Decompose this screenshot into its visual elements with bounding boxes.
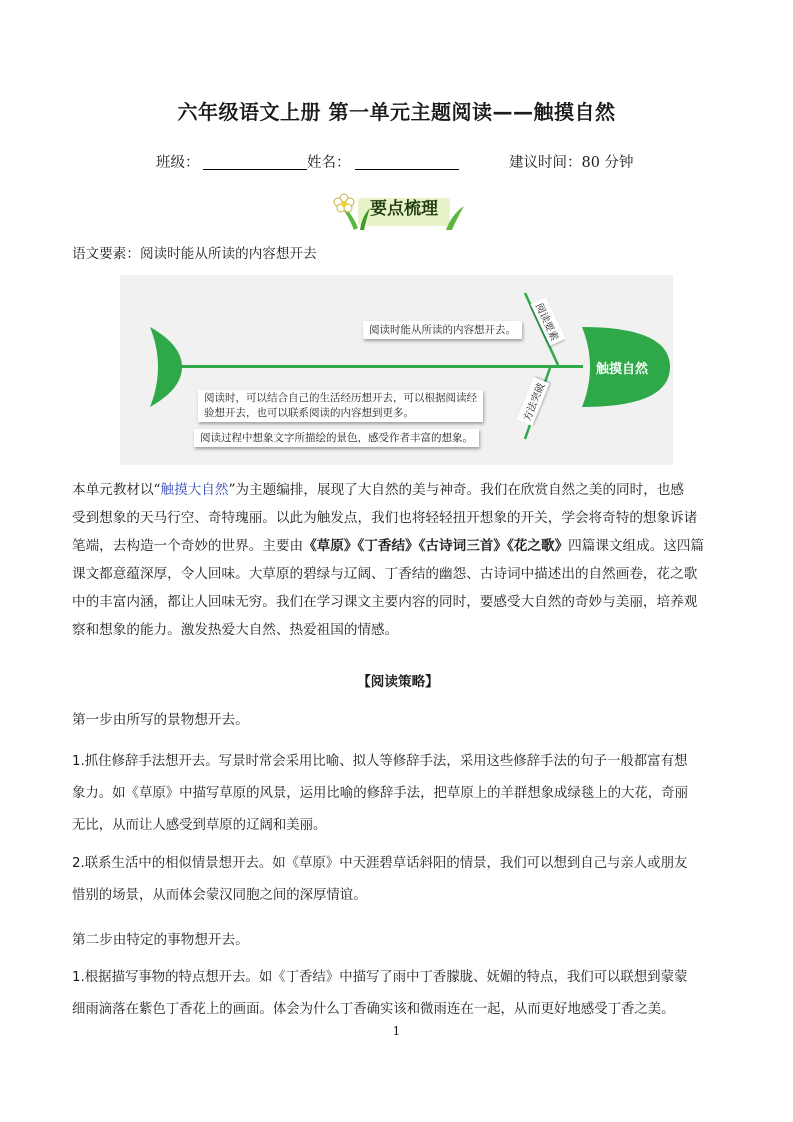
item-3: 1.根据描写事物的特点想开去。如《丁香结》中描写了雨中丁香朦胧、妩媚的特点，我们可以联想到蒙蒙 细雨滴落在紫色丁香花上的画面。体会为什么丁香确实该和微雨连在一起，从而更好地感受丁香之美。 [72,970,688,1017]
class-label: 班级： [156,155,200,171]
name-blank[interactable] [355,169,459,170]
time-label: 建议时间：80 分钟 [509,155,634,171]
page-number: 1 [392,1024,401,1038]
element-line: 语文要素：阅读时能从所读的内容想开去 [72,246,317,262]
name-label: 姓名： [307,155,351,171]
topic-link[interactable]: 触摸大自然 [160,482,229,498]
step-1: 第一步由所写的景物想开去。 [72,712,249,728]
badge-label: 要点梳理 [370,199,438,219]
top-box: 阅读时能从所读的内容想开去。 [363,321,522,339]
fishbone-diagram [120,275,673,465]
key-points-badge [328,190,466,232]
intro-paragraph: 本单元教材以“触摸大自然”为主题编排，展现了大自然的美与神奇。我们在欣赏自然之美的同时，也感 受到想象的天马行空、奇特瑰丽。以此为触发点，我们也将轻轻扭开想象的开关，学会将奇特的想象诉诸 笔端，去构造一个奇妙的世界。主要由《草原》《丁香结》《古诗词三首》《花之歌》四篇课文组成。这四篇 课文都意蕴深厚，令人回味。大草原的碧绿与辽阔、丁香结的幽怨、古诗词中描述出的自然画卷，花之歌 中的丰富内涵，都让人回味无穷。我们在学习课文主要内容的同时，要感受大自然的奇妙与美丽，培养观 察和想象的能力。激发热爱大自然、热爱祖国的情感。 [72,482,705,638]
bottom-branch-label: 方法突破 [517,377,550,426]
item-1: 1.抓住修辞手法想开去。写景时常会采用比喻、拟人等修辞手法，采用这些修辞手法的句子一般都富有想 象力。如《草原》中描写草原的风景，运用比喻的修辞手法，把草原上的羊群想象成绿毯上的大花，奇丽 无比，从而让人感受到草原的辽阔和美丽。 [72,754,688,833]
text-titles: 《草原》《丁香结》《古诗词三首》《花之歌》 [303,538,569,554]
info-row [0,151,793,171]
page-title: 六年级语文上册 第一单元主题阅读——触摸自然 [177,100,616,124]
class-blank[interactable] [203,169,307,170]
fishbone-head-label: 触摸自然 [595,362,648,377]
item-2: 2.联系生活中的相似情景想开去。如《草原》中天涯碧草话斜阳的情景，我们可以想到自己与亲人或朋友 惜别的场景，从而体会蒙汉同胞之间的深厚情谊。 [72,856,688,903]
top-branch-label: 阅读要素 [531,297,566,346]
step-2: 第二步由特定的事物想开去。 [72,932,249,948]
bottom-box-1: 阅读时，可以结合自己的生活经历想开去，可以根据阅读经 验想开去，也可以联系阅读的内容想到更多。 [198,390,483,422]
bottom-box-2: 阅读过程中想象文字所描绘的景色，感受作者丰富的想象。 [194,429,479,447]
strategy-heading: 【阅读策略】 [357,674,439,690]
